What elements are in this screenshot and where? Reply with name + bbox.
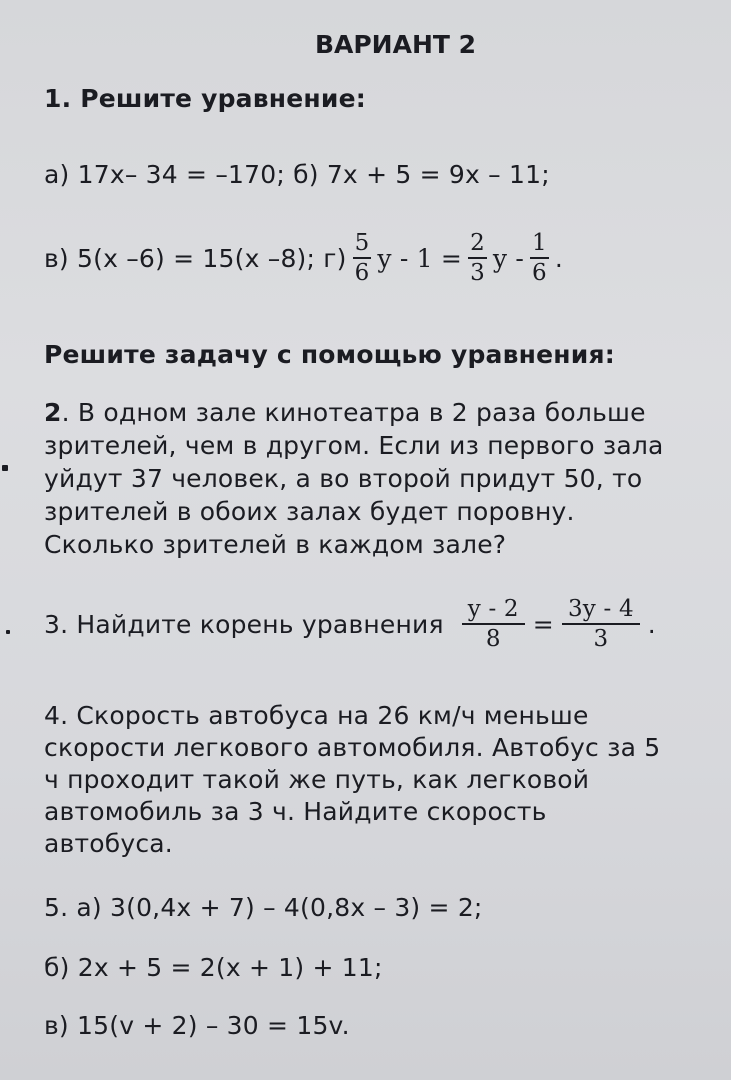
task5-b: б) 2х + 5 = 2(х + 1) + 11; [44, 953, 383, 982]
task4-line-1: 4. Скорость автобуса на 26 км/ч меньше [44, 701, 589, 730]
task4-text [44, 700, 660, 860]
fraction-denominator: 6 [354, 260, 370, 286]
fraction-numerator: 2 [468, 232, 487, 259]
fraction-numerator: 3y - 4 [562, 598, 640, 625]
task1-g-fraction-2 [468, 232, 487, 285]
fraction-numerator: y - 2 [462, 598, 525, 625]
task1-g-fraction-3 [530, 232, 549, 285]
fraction-denominator: 8 [485, 626, 501, 652]
fraction-numerator: 5 [353, 232, 372, 259]
task3-text: 3. Найдите корень уравнения [44, 610, 444, 639]
task2-text [44, 396, 664, 561]
task4-line-5: автобуса. [44, 829, 173, 858]
task3-end: . [647, 610, 656, 639]
task2-number: 2 [44, 398, 62, 427]
task2-line-3: уйдут 37 человек, а во второй придут 50, то [44, 464, 643, 493]
task2-line-5: Сколько зрителей в каждом зале? [44, 530, 507, 559]
task5-v: в) 15(v + 2) – 30 = 15v. [44, 1011, 350, 1040]
margin-mark [6, 630, 10, 634]
variant-title: ВАРИАНТ 2 [314, 30, 477, 59]
fraction-numerator: 1 [530, 232, 549, 259]
section-header: Решите задачу с помощью уравнения: [44, 340, 615, 369]
task1-g-fraction-1 [353, 232, 372, 285]
task2-line-1: 2. В одном зале кинотеатра в 2 раза больше [44, 398, 646, 427]
task3 [44, 598, 656, 651]
task1-header: 1. Решите уравнение: [44, 84, 366, 113]
task4-line-4: автомобиль за 3 ч. Найдите скорость [44, 797, 547, 826]
fraction-denominator: 3 [470, 260, 485, 286]
fraction-denominator: 6 [532, 260, 547, 286]
task4-line-2: скорости легкового автомобиля. Автобус за 5 [44, 733, 661, 762]
task2-line-4: зрителей в обоих залах будет поровну. [44, 497, 575, 526]
task4-line-3: ч проходит такой же путь, как легковой [44, 765, 590, 794]
task3-fraction-left [462, 598, 525, 651]
task3-equals: = [532, 610, 554, 639]
task1-g-middle-2: y - [492, 244, 525, 273]
task1-g-end: . [554, 244, 564, 273]
fraction-denominator: 3 [593, 626, 609, 652]
task1-equation-v: в) 5(х –6) = 15(х –8); г) [44, 244, 347, 273]
task1-equations-v-g [44, 232, 563, 285]
task2-line-2: зрителей, чем в другом. Если из первого зала [44, 431, 664, 460]
task1-g-middle-1: y - 1 = [377, 244, 463, 273]
margin-mark [2, 465, 8, 471]
task3-fraction-right [562, 598, 640, 651]
task1-equations-a-b: а) 17х– 34 = –170; б) 7х + 5 = 9х – 11; [44, 160, 550, 189]
task5-a: 5. а) 3(0,4х + 7) – 4(0,8х – 3) = 2; [44, 893, 483, 922]
